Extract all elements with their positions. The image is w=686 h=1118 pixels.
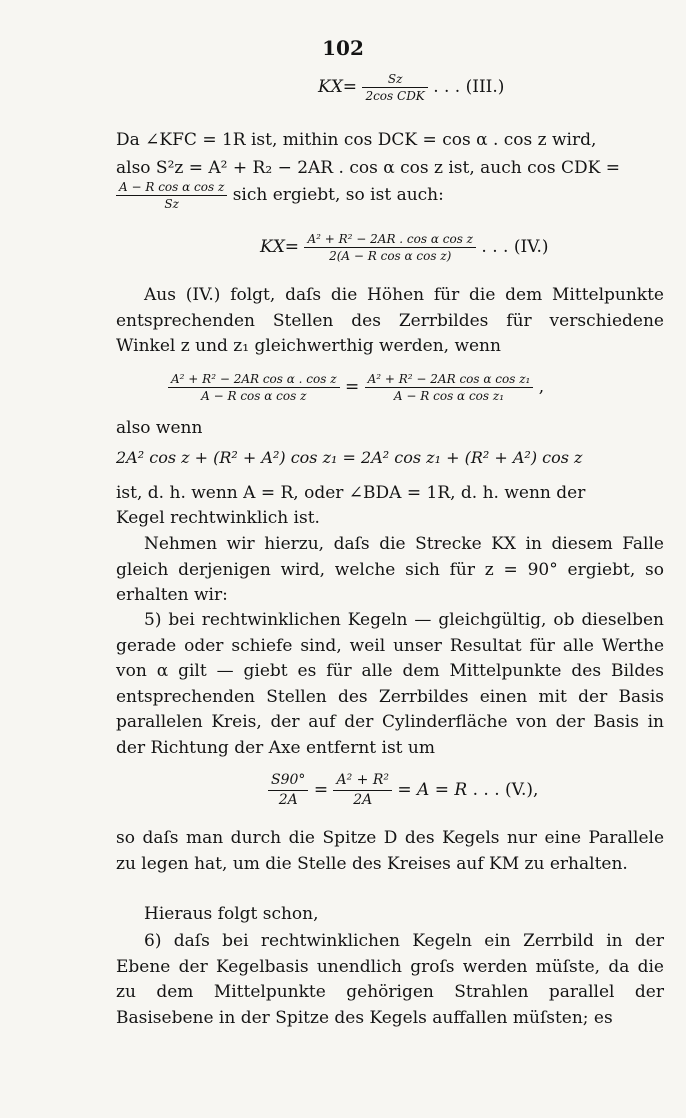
equation-v-equals: = [313, 780, 329, 800]
equation-v-tag: . . . (V.), [472, 780, 539, 800]
equation-long: 2A² cos z + (R² + A²) cos z₁ = 2A² cos z₁ + (R² + A²) cos z [116, 448, 583, 467]
text-line-ist: ist, d. h. wenn A = R, oder ∠BDA = 1R, d. h. wenn der [116, 483, 586, 503]
equation-v-denominator-1: 2A [278, 792, 298, 808]
paragraph-item-5: 5) bei rechtwinklichen Kegeln — gleichgültig, ob dieselben gerade oder schiefe sind, weil unser Resultat für alle Werthe von α gilt — giebt es für alle dem Mittelpunkte des Bildes entsprechenden Stellen des Zerrbildes einen mit der Basis parallelen Kreis, der auf der Cylinderfläche von der Basis in der Richtung der Axe entfernt ist um [116, 610, 664, 758]
text-hieraus: Hieraus folgt schon, [144, 904, 319, 924]
condition-right-denominator: A − R cos α cos z₁ [393, 389, 505, 403]
text-line-1: Da ∠KFC = 1R ist, mithin cos DCK = cos α . cos z wird, [116, 130, 597, 150]
paragraph-nehmen: Nehmen wir hierzu, daſs die Strecke KX in diesem Falle gleich derjenigen wird, welche sich für z = 90° ergiebt, so erhalten wir: [116, 534, 664, 606]
equation-condition [168, 372, 544, 403]
equation-v [268, 772, 538, 809]
paragraph-so-dass: so daſs man durch die Spitze D des Kegels nur eine Parallele zu legen hat, um die Stelle des Kreises auf KM zu erhalten. [116, 828, 664, 874]
equation-iv-fraction [304, 232, 476, 263]
condition-right-fraction [365, 372, 534, 403]
equation-iii-fraction [362, 72, 427, 103]
text-line-2: also S²z = A² + R₂ − 2AR . cos α cos z ist, auch cos CDK = [116, 158, 620, 178]
condition-left-fraction [168, 372, 340, 403]
equation-v-fraction-2 [333, 772, 392, 809]
equation-iv-tag: . . . (IV.) [481, 237, 549, 257]
page-number: 102 [322, 36, 364, 60]
paragraph-aus-iv: Aus (IV.) folgt, daſs die Höhen für die dem Mittelpunkte entsprechenden Stellen des Zerrbildes für verschiedene Winkel z und z₁ gleichwerthig werden, wenn [116, 285, 664, 357]
equation-iv-denominator: 2(A − R cos α cos z) [329, 249, 452, 263]
equation-iv [260, 232, 549, 263]
text-line-kegel: Kegel rechtwinklich ist. [116, 508, 320, 528]
text-line-3-text: sich ergiebt, so ist auch: [232, 185, 444, 205]
condition-right-numerator: A² + R² − 2AR cos α cos z₁ [365, 372, 534, 388]
equation-v-numerator-1: S90° [268, 772, 308, 791]
condition-comma: , [538, 377, 545, 397]
cos-cdk-numerator: A − R cos α cos z [116, 180, 227, 196]
equation-iii-numerator: Sz [362, 72, 427, 88]
equation-iii-denominator: 2cos CDK [365, 89, 425, 103]
cos-cdk-fraction [116, 180, 227, 211]
equation-v-fraction-1 [268, 772, 308, 809]
equation-iv-lhs: KX= [260, 237, 300, 257]
equation-v-numerator-2: A² + R² [333, 772, 392, 791]
equation-iii-tag: . . . (III.) [433, 77, 505, 97]
text-line-3 [116, 180, 666, 211]
equation-iii-lhs: KX= [318, 77, 358, 97]
condition-left-numerator: A² + R² − 2AR cos α . cos z [168, 372, 340, 388]
equation-v-rest: = A = R [397, 780, 468, 800]
equation-iii [318, 72, 504, 103]
equation-iv-numerator: A² + R² − 2AR . cos α cos z [304, 232, 476, 248]
equation-v-denominator-2: 2A [353, 792, 373, 808]
cos-cdk-denominator: Sz [164, 197, 179, 211]
condition-left-denominator: A − R cos α cos z [201, 389, 307, 403]
condition-equals: = [344, 377, 360, 397]
paragraph-item-6: 6) daſs bei rechtwinklichen Kegeln ein Zerrbild in der Ebene der Kegelbasis unendlich groſs werden müſste, da die zu dem Mittelpunkte gehörigen Strahlen parallel der Basisebene in der Spitze des Kegels auffallen müſsten; es [116, 931, 664, 1028]
text-also-wenn: also wenn [116, 418, 203, 438]
